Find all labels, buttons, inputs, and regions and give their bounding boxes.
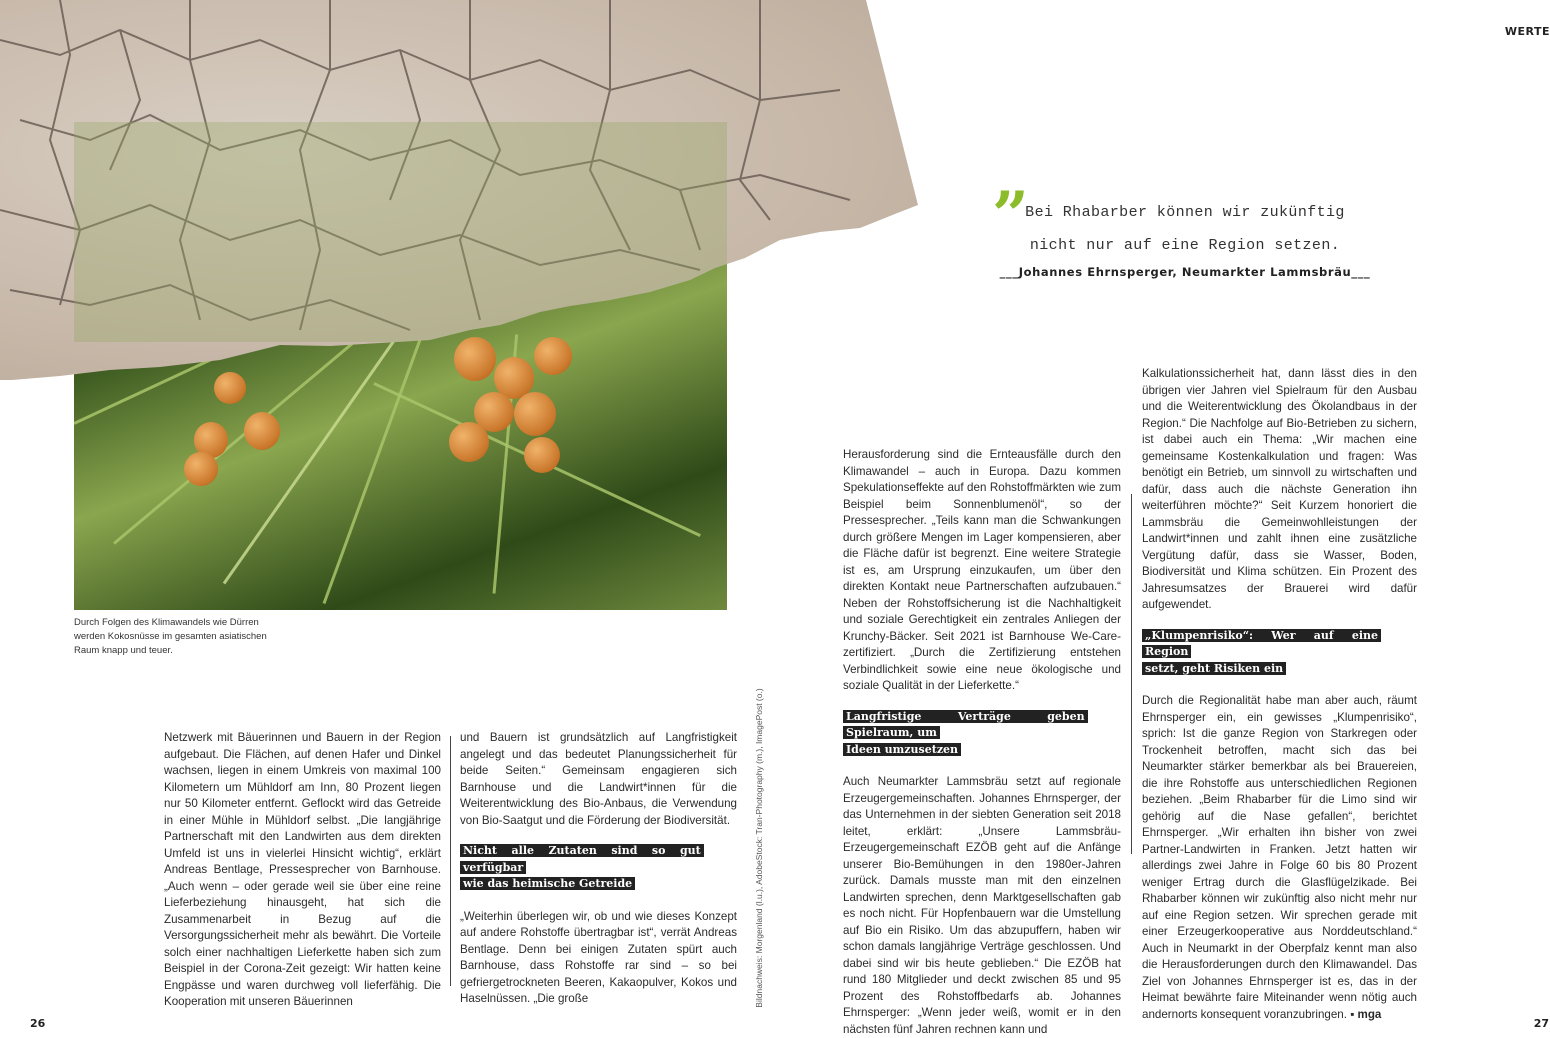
paragraph: Netzwerk mit Bäuerinnen und Bauern in der Region aufgebaut. Die Flächen, auf denen Hafer und Dinkel wachsen, liegen in einem Umkreis von maximal 100 Kilometern um Mühldorf am Inn, 80 Prozent liegen nur 50 Kilometer entfernt. Geflockt wird das Getreide in einer Mühle in Mühldorf selbst. „Die langjährige Partnerschaft mit den Landwirten aus dem direkten Umfeld ist uns in vielerlei Hinsicht wichtig“, erklärt Andreas Bentlage, Pressesprecher von Barnhouse. „Auch wenn – oder gerade weil sie über eine reine Lieferbeziehung hinausgeht, hat sich die Zusammenarbeit in Bezug auf die Versorgungssicherheit mehr als bewährt. Die Vorteile solch einer nachhaltigen Lieferkette haben sich zum Beispiel in der Corona-Zeit gezeigt: Wir hatten keine Engpässe und waren durchweg voll lieferfähig. Die Kooperation mit unseren Bäuerinnen (164, 731, 441, 1008)
hero-image (0, 0, 920, 610)
pull-quote: Bei Rhabarber können wir zukünftig nicht nur auf eine Region setzen. (1025, 204, 1345, 254)
paragraph: Kalkulationssicherheit hat, dann lässt dies in den übrigen vier Jahren viel Spielraum für den Ausbau und die Weiterentwicklung des Ökolandbaus in der Region.“ Die Nachfolge auf Bio-Betrieben zu sichern, ist dabei auch ein Thema: „Wir machen eine gemeinsame Kostenkalkulation und fragen: Was benötigt ein Betrieb, um sinnvoll zu wirtschaften und dafür, dass auch die nächste Generation ihn weiterführen möchte?“ Seit Kurzem honoriert die Lammsbräu die Gemeinwohlleistungen der Landwirt*innen und zahlt ihnen eine zusätzliche Vergütung dafür, dass sie Wasser, Boden, Biodiversität und Klima schützen. Ein Prozent des Jahresumsatzes der Brauerei wird dafür aufgewendet. (1142, 367, 1417, 611)
paragraph: Herausforderung sind die Ernteausfälle durch den Klimawandel – auch in Europa. Dazu kommen Spekulationseffekte auf den Rohstoffmärkten wie zum Beispiel beim Sonnenblumenöl“, so der Pressesprecher. „Teils kann man die Schwankungen durch größere Mengen im Lager kompensieren, aber die Fläche dafür ist begrenzt. Eine weitere Strategie ist es, am Ursprung einzukaufen, um über den direkten Kontakt neue Partnerschaften aufzubauen.“ Neben der Rohstoffsicherung ist die Nachhaltigkeit und soziale Gerechtigkeit ein zentrales Anliegen der Krunchy-Bäcker. Seit 2021 ist Barnhouse We-Care-zertifiziert. „Durch die Zertifizierung entstehen Verbindlichkeit sowie eine neue ökologische und soziale Qualität in der Lieferkette.“ (843, 448, 1121, 692)
cracked-earth-photo (0, 0, 920, 380)
quote-author: ___Johannes Ehrnsperger, Neumarkter Lammsbräu___ (999, 265, 1371, 279)
section-label-right: WERTE (1504, 25, 1550, 38)
page-number-right: 27 (1533, 1017, 1549, 1030)
paragraph: „Weiterhin überlegen wir, ob und wie dieses Konzept auf andere Rohstoffe übertragbar ist“, verrät Andreas Bentlage. Denn bei einigen Zutaten spürt auch Barnhouse, dass Rohstoffe rar sind – so bei gefriergetrockneten Beeren, Kakaopulver, Kokos und Haselnüssen. „Die große (460, 909, 737, 1005)
photo-credit: Bildnachweis: Morgenland (l.u.), AdobeStock: Tran-Photography (m.), ImagePost (o.) (753, 688, 764, 1008)
column-divider (450, 736, 451, 986)
paragraph: Durch die Regionalität habe man aber auch, räumt Ehrnsperger ein, ein gewisses „Klumpenrisiko“, sprich: Ist die ganze Region von Starkregen oder Trockenheit betroffen, macht sich das bei Neumarkter stärker bemerkbar als bei Brauereien, die ihre Rohstoffe aus unterschiedlichen Regionen beziehen. „Beim Rhabarber für die Limo sind wir gehörig auf die Nase gefallen“, berichtet Ehrnsperger. „Wir erhalten ihn bisher von zwei Partner-Landwirten in Franken. Jetzt hatten wir allerdings zwei Jahre in Folge 60 bis 80 Prozent weniger Ertrag durch die Glasflügelzikade. Bei Rhabarber können wir zukünftig also nicht mehr nur auf eine Region setzen. Wir sprechen gerade mit einer Erzeugerkooperative aus Norddeutschland.“ Auch in Neumarkt in der Oberpfalz kennt man also die Herausforderungen durch den Klimawandel. Das Ziel von Johannes Ehrnsperger ist es, das in der Heimat bewährte faire Miteinander wenn nötig auch andernorts konsequent voranzubringen. ▪ mga (1142, 694, 1417, 1021)
subheading: Langfristige Verträge geben Spielraum, um Ideen umzusetzen (843, 709, 1088, 759)
article-column-3 (843, 447, 1121, 1038)
paragraph: und Bauern ist grundsätzlich auf Langfristigkeit angelegt und das bedeutet Planungssicherheit für beide Seiten.“ Gemeinsam engagieren sich Barnhouse und die Landwirt*innen für die Weiterentwicklung des Bio-Anbaus, die Verwendung von Bio-Saatgut und die Förderung der Biodiversität. (460, 731, 737, 827)
image-caption: Durch Folgen des Klimawandels wie Dürren werden Kokosnüsse im gesamten asiatischen Raum knapp und teuer. (74, 617, 267, 656)
page-number-left: 26 (30, 1017, 46, 1030)
subheading: „Klumpenrisiko“: Wer auf eine Region setzt, geht Risiken ein (1142, 628, 1384, 678)
quote-mark-icon: ” (992, 178, 1029, 253)
article-column-1 (164, 730, 441, 1011)
paragraph: Auch Neumarkter Lammsbräu setzt auf regionale Erzeugergemeinschaften. Johannes Ehrnsperger, der das Unternehmen in der siebten Generation seit 2018 leitet, erklärt: „Unsere Lammsbräu-Erzeugergemeinschaft EZÖB geht auf die Anfänge unserer Bio-Bemühungen in den 1980er-Jahren zurück. Damals musste man mit den einzelnen Landwirten sprechen, denn Marktgesellschaften gab es noch nicht. Für Hopfenbauern war die Umstellung auf Bio ein Risiko. Um das abzupuffern, haben wir schon damals langjährige Verträge geschlossen. Und dabei sind wir bis heute geblieben.“ Die EZÖB hat rund 180 Mitglieder und deckt zwischen 85 und 95 Prozent des Rohstoffbedarfs ab. Johannes Ehrnsperger: „Wenn jeder weiß, womit er in den nächsten fünf Jahren rechnen kann und (843, 775, 1121, 1036)
subheading: Nicht alle Zutaten sind so gut verfügbar wie das heimische Getreide (460, 843, 704, 893)
column-divider (1131, 494, 1132, 854)
article-column-4 (1142, 366, 1417, 1023)
author-signature: ▪ mga (1350, 1007, 1382, 1021)
article-column-2 (460, 730, 737, 1008)
